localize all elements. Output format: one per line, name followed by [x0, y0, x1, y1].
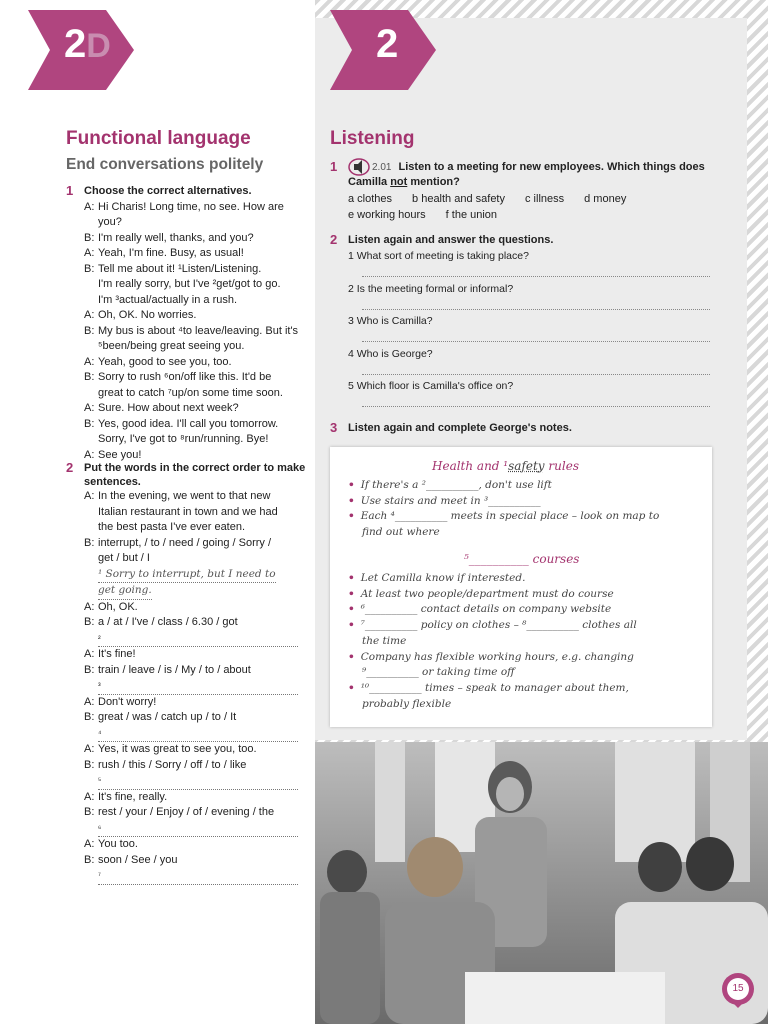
answer-line[interactable] — [362, 374, 710, 375]
dialogue-text: soon / See / you — [98, 853, 178, 866]
dialogue-line — [84, 758, 309, 774]
answer-option: b health and safety — [412, 193, 505, 205]
exercise-1-instruction: Choose the correct alternatives. — [84, 185, 252, 197]
note-line — [348, 495, 541, 507]
answer-blank[interactable]: ⁴ — [98, 726, 298, 743]
listening-ex3-number: 3 — [330, 420, 338, 435]
dialogue-text: I'm ³actual/actually in a rush. — [98, 293, 238, 306]
dialogue-text: Sorry, I've got to ⁸run/running. Bye! — [98, 433, 269, 445]
listening-ex2-instruction: Listen again and answer the questions. — [348, 234, 554, 246]
speaker-label: A: — [84, 200, 95, 213]
options-row-2 — [348, 208, 497, 224]
dialogue-text: Italian restaurant in town and we had — [98, 505, 278, 518]
dialogue-line — [84, 432, 309, 448]
speaker-label — [84, 505, 98, 521]
dialogue-line — [84, 726, 309, 743]
speaker-label — [84, 293, 98, 309]
dialogue-line — [84, 231, 309, 247]
dialogue-text: Yeah, good to see you, too. — [98, 355, 232, 368]
note-text: the time — [362, 634, 407, 647]
dialogue-text: I'm really sorry, but I've ²get/got to go. — [98, 278, 281, 290]
dialogue-text: Sorry to rush ⁶on/off like this. It'd be — [98, 371, 272, 383]
dialogue-line — [84, 401, 309, 417]
speaker-label — [84, 339, 98, 355]
dialogue-line — [84, 505, 309, 521]
dialogue-line — [84, 805, 309, 821]
note-text: ⁷__________ policy on clothes – ⁸__________ clothes all — [360, 619, 637, 632]
answer-line[interactable] — [362, 341, 710, 342]
exercise-1-dialogue — [84, 200, 309, 464]
speaker-label — [84, 678, 98, 695]
answer-blank[interactable]: ⁶ — [98, 821, 298, 838]
section-title: Functional language — [66, 128, 251, 149]
speaker-label: A: — [84, 309, 95, 321]
dialogue-line — [84, 663, 309, 679]
answer-option: a clothes — [348, 193, 393, 205]
speaker-label — [84, 567, 98, 584]
speaker-label: A: — [84, 743, 95, 755]
question: 1 What sort of meeting is taking place? — [348, 250, 529, 262]
dialogue-line — [84, 821, 309, 838]
dialogue-text: In the evening, we went to that new — [98, 490, 271, 502]
question: 2 Is the meeting formal or informal? — [348, 282, 514, 295]
dialogue-line — [84, 489, 309, 505]
note-line — [348, 651, 634, 663]
speaker-label — [84, 773, 98, 790]
notes-heading-1: Health and ¹safety rules — [432, 459, 579, 473]
bullet-icon: • — [348, 510, 355, 523]
dialogue-line — [84, 417, 309, 433]
dialogue-line — [84, 695, 309, 711]
dialogue-text: great to catch ⁷up/on some time soon. — [98, 386, 283, 399]
track-number: 2.01 — [372, 162, 392, 173]
listening-ex1-instruction-b: Camilla — [348, 176, 391, 188]
dialogue-line — [84, 868, 309, 885]
dialogue-line — [84, 536, 309, 552]
speaker-label: A: — [84, 490, 95, 502]
answer-blank[interactable]: ⁷ — [98, 868, 298, 885]
exercise-2-number: 2 — [66, 460, 74, 475]
speaker-label — [84, 551, 98, 567]
section-subtitle: End conversations politely — [66, 156, 264, 173]
speaker-label — [84, 520, 98, 536]
dialogue-line — [84, 790, 309, 806]
dialogue-line — [84, 600, 309, 616]
bullet-icon: • — [348, 572, 355, 584]
note-text: Use stairs and meet in ³__________ — [360, 494, 541, 507]
dialogue-line — [84, 773, 309, 790]
dialogue-text: My bus is about ⁴to leave/leaving. But it's — [98, 324, 299, 337]
speaker-label: A: — [84, 838, 95, 850]
note-text: ¹⁰__________ times – speak to manager about them, — [360, 681, 629, 694]
dialogue-text: ⁵been/being great seeing you. — [98, 340, 245, 352]
dialogue-line — [84, 837, 309, 853]
dialogue-text: interrupt, / to / need / going / Sorry / — [98, 536, 272, 549]
dialogue-line — [84, 262, 309, 278]
note-line — [348, 619, 637, 631]
unit-number-right: 2 — [376, 22, 399, 66]
speaker-label — [84, 821, 98, 838]
speaker-label: A: — [84, 402, 95, 414]
dialogue-line — [84, 615, 309, 631]
exercise-1 — [84, 184, 309, 463]
dialogue-text: I'm really well, thanks, and you? — [98, 231, 254, 244]
options-row-1 — [348, 192, 626, 208]
answer-option: e working hours — [348, 209, 426, 221]
dialogue-line — [84, 355, 309, 371]
dialogue-line — [84, 386, 309, 402]
dialogue-line — [84, 277, 309, 293]
dialogue-text: a / at / I've / class / 6.30 / got — [98, 616, 238, 628]
speaker-label: A: — [84, 695, 95, 708]
answer-line[interactable] — [362, 406, 710, 407]
question: 4 Who is George? — [348, 347, 433, 360]
note-line — [348, 682, 629, 694]
note-text: Company has flexible working hours, e.g. changing — [360, 650, 634, 663]
dialogue-line — [84, 742, 309, 758]
speaker-label: B: — [84, 663, 95, 676]
handwritten-answer: get going. — [98, 583, 152, 600]
speaker-label — [84, 432, 98, 448]
speaker-label: B: — [84, 616, 95, 628]
dialogue-text: Tell me about it! ¹Listen/Listening. — [98, 262, 262, 275]
question: 3 Who is Camilla? — [348, 315, 433, 327]
speaker-label: A: — [84, 648, 95, 660]
note-line — [362, 698, 451, 710]
note-line — [362, 526, 440, 538]
dialogue-line — [84, 631, 309, 648]
speaker-label: B: — [84, 758, 95, 771]
speaker-label: B: — [84, 262, 95, 275]
speaker-label — [84, 868, 98, 885]
dialogue-text: train / leave / is / My / to / about — [98, 663, 251, 676]
note-text: Each ⁴__________ meets in special place – look on map to — [360, 510, 660, 523]
listening-ex2-number: 2 — [330, 232, 338, 247]
speaker-label — [84, 726, 98, 743]
dialogue-text: rush / this / Sorry / off / to / like — [98, 758, 247, 771]
speaker-label — [84, 631, 98, 648]
listening-ex1-number: 1 — [330, 159, 338, 174]
speaker-label — [84, 277, 98, 293]
dialogue-line — [84, 339, 309, 355]
dialogue-line — [84, 853, 309, 869]
note-text: At least two people/department must do course — [360, 587, 614, 600]
meeting-photo-illustration — [315, 742, 768, 1024]
dialogue-line — [84, 370, 309, 386]
note-text: find out where — [362, 526, 440, 539]
speaker-label: B: — [84, 711, 95, 723]
speaker-label: B: — [84, 853, 95, 866]
bullet-icon: • — [348, 494, 355, 507]
dialogue-line — [84, 567, 309, 584]
speaker-label: A: — [84, 355, 95, 368]
dialogue-text: Yes, it was great to see you, too. — [98, 743, 257, 755]
speaker-label — [84, 386, 98, 402]
dialogue-text: It's fine! — [98, 648, 136, 660]
note-line — [348, 572, 525, 584]
dialogue-line — [84, 520, 309, 536]
note-line — [348, 588, 614, 600]
bullet-icon: • — [348, 603, 355, 616]
dialogue-text: great / was / catch up / to / It — [98, 711, 237, 723]
handwritten-answer: ¹ Sorry to interrupt, but I need to — [98, 567, 276, 584]
listening-title: Listening — [330, 128, 415, 149]
bullet-icon: • — [348, 479, 355, 491]
dialogue-line — [84, 551, 309, 567]
answer-option: c illness — [525, 193, 565, 205]
unit-number-left: 2D — [64, 22, 111, 66]
answer-line[interactable] — [362, 276, 710, 277]
speaker-label: A: — [84, 448, 95, 461]
meeting-photo — [315, 742, 768, 1024]
exercise-2-instruction: Put the words in the correct order to make sentences. — [84, 462, 306, 488]
note-line — [362, 635, 406, 647]
note-text: probably flexible — [362, 697, 452, 710]
bullet-icon: • — [348, 587, 355, 600]
not-emphasis: not — [390, 176, 408, 188]
dialogue-line — [84, 710, 309, 726]
audio-icon[interactable] — [348, 158, 370, 176]
bullet-icon: • — [348, 650, 355, 663]
note-line — [348, 510, 659, 522]
georges-notes-card — [330, 447, 712, 727]
dialogue-line — [84, 583, 309, 600]
dialogue-line — [84, 647, 309, 663]
question: 5 Which floor is Camilla's office on? — [348, 380, 514, 392]
speaker-label: B: — [84, 417, 95, 430]
answer-blank[interactable]: ² — [98, 631, 298, 648]
dialogue-line — [84, 293, 309, 309]
note-text: ⁹__________ or taking time off — [362, 666, 515, 679]
note-text: If there's a ²__________, don't use lift — [360, 479, 552, 491]
answer-line[interactable] — [362, 309, 710, 310]
note-text: ⁶__________ contact details on company website — [360, 603, 612, 616]
speaker-label: A: — [84, 600, 95, 613]
note-line — [362, 666, 515, 678]
bullet-icon: • — [348, 619, 355, 632]
answer-blank[interactable]: ³ — [98, 678, 298, 695]
dialogue-text: Oh, OK. — [98, 600, 138, 613]
speaker-label: A: — [84, 247, 95, 259]
left-page — [0, 0, 315, 1024]
dialogue-line — [84, 678, 309, 695]
answer-option: d money — [584, 193, 627, 205]
dialogue-text: You too. — [98, 838, 138, 850]
answer-option: f the union — [445, 209, 498, 221]
notes-heading-2: ⁵__________ courses — [464, 552, 580, 566]
exercise-1-number: 1 — [66, 183, 74, 198]
dialogue-text: Yeah, I'm fine. Busy, as usual! — [98, 247, 244, 259]
bullet-icon: • — [348, 681, 355, 694]
dialogue-line — [84, 324, 309, 340]
note-line — [348, 479, 552, 491]
dialogue-text: Yes, good idea. I'll call you tomorrow. — [98, 417, 279, 430]
dialogue-text: get / but / I — [98, 552, 150, 564]
speaker-label: A: — [84, 790, 95, 803]
dialogue-text: Hi Charis! Long time, no see. How are you? — [98, 200, 284, 228]
speaker-label: B: — [84, 231, 95, 244]
exercise-2 — [84, 461, 309, 885]
page-number: 15 — [732, 983, 744, 994]
listening-ex3-instruction: Listen again and complete George's notes. — [348, 422, 572, 434]
listening-ex1-instruction-a: Listen to a meeting for new employees. Which things does — [398, 161, 705, 173]
dialogue-text: rest / your / Enjoy / of / evening / the — [98, 806, 275, 818]
dialogue-text: See you! — [98, 448, 142, 461]
note-line — [348, 603, 611, 615]
dialogue-line — [84, 200, 309, 231]
speaker-label: B: — [84, 806, 95, 818]
exercise-2-dialogue — [84, 489, 309, 885]
dialogue-text: Don't worry! — [98, 695, 157, 708]
dialogue-text: the best pasta I've ever eaten. — [98, 521, 246, 533]
speaker-label: B: — [84, 324, 95, 337]
speaker-label — [84, 583, 98, 600]
note-text: Let Camilla know if interested. — [360, 572, 526, 584]
speaker-label: B: — [84, 536, 95, 549]
speaker-label: B: — [84, 371, 95, 383]
dialogue-line — [84, 246, 309, 262]
dialogue-text: Sure. How about next week? — [98, 402, 239, 414]
dialogue-text: Oh, OK. No worries. — [98, 309, 197, 321]
dialogue-text: It's fine, really. — [98, 790, 168, 803]
dialogue-line — [84, 308, 309, 324]
answer-blank[interactable]: ⁵ — [98, 773, 298, 790]
